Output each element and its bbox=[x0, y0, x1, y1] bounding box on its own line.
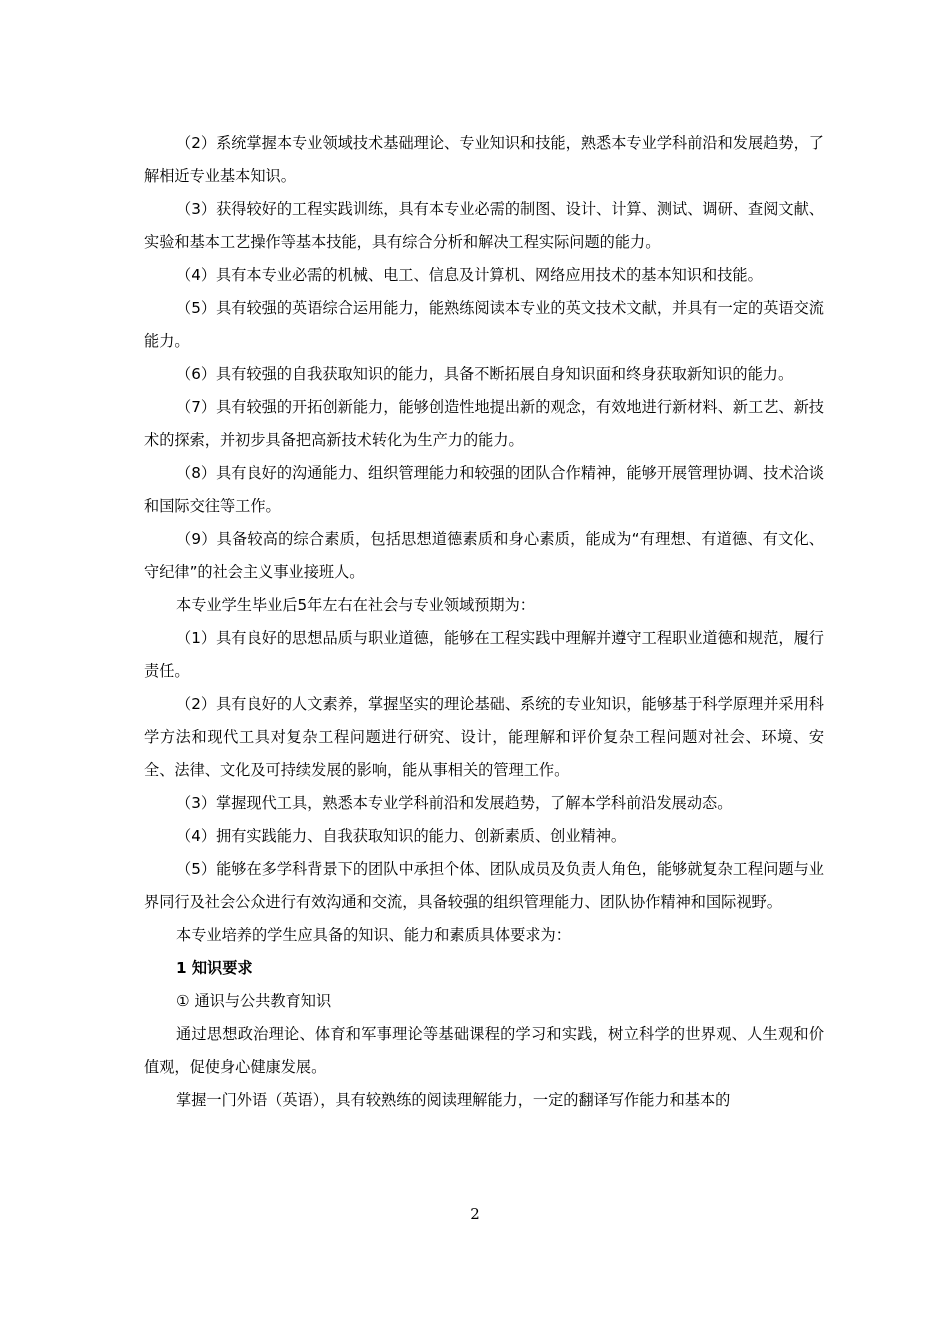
document-body bbox=[144, 127, 824, 1117]
paragraph: 通过思想政治理论、体育和军事理论等基础课程的学习和实践，树立科学的世界观、人生观和价值观，促使身心健康发展。 bbox=[144, 1025, 824, 1076]
paragraph: （8）具有良好的沟通能力、组织管理能力和较强的团队合作精神，能够开展管理协调、技术洽谈和国际交往等工作。 bbox=[144, 464, 824, 515]
paragraph: （5）具有较强的英语综合运用能力，能熟练阅读本专业的英文技术文献，并具有一定的英语交流能力。 bbox=[144, 299, 824, 350]
paragraph: （2）系统掌握本专业领域技术基础理论、专业知识和技能，熟悉本专业学科前沿和发展趋势，了解相近专业基本知识。 bbox=[144, 134, 824, 185]
paragraph: 本专业培养的学生应具备的知识、能力和素质具体要求为： bbox=[176, 926, 571, 944]
paragraph: （7）具有较强的开拓创新能力，能够创造性地提出新的观念，有效地进行新材料、新工艺、新技术的探索，并初步具备把高新技术转化为生产力的能力。 bbox=[144, 398, 824, 449]
paragraph: （4）具有本专业必需的机械、电工、信息及计算机、网络应用技术的基本知识和技能。 bbox=[176, 266, 763, 284]
subsection-heading: ① 通识与公共教育知识 bbox=[176, 992, 332, 1010]
paragraph: （4）拥有实践能力、自我获取知识的能力、创新素质、创业精神。 bbox=[176, 827, 627, 845]
paragraph: 掌握一门外语（英语），具有较熟练的阅读理解能力，一定的翻译写作能力和基本的 bbox=[176, 1091, 731, 1109]
paragraph: （9）具备较高的综合素质，包括思想道德素质和身心素质，能成为“有理想、有道德、有文化、守纪律”的社会主义事业接班人。 bbox=[144, 530, 824, 581]
paragraph: （1）具有良好的思想品质与职业道德，能够在工程实践中理解并遵守工程职业道德和规范，履行责任。 bbox=[144, 629, 824, 680]
page-number: 2 bbox=[470, 1205, 480, 1223]
paragraph: 本专业学生毕业后5年左右在社会与专业领域预期为： bbox=[176, 596, 535, 614]
paragraph: （5）能够在多学科背景下的团队中承担个体、团队成员及负责人角色，能够就复杂工程问题与业界同行及社会公众进行有效沟通和交流，具备较强的组织管理能力、团队协作精神和国际视野。 bbox=[144, 860, 824, 911]
section-heading: 1 知识要求 bbox=[176, 959, 253, 977]
paragraph: （3）获得较好的工程实践训练，具有本专业必需的制图、设计、计算、测试、调研、查阅文献、实验和基本工艺操作等基本技能，具有综合分析和解决工程实际问题的能力。 bbox=[144, 200, 824, 251]
paragraph: （2）具有良好的人文素养，掌握坚实的理论基础、系统的专业知识，能够基于科学原理并采用科学方法和现代工具对复杂工程问题进行研究、设计，能理解和评价复杂工程问题对社会、环境、安全、法律、文化及可持续发展的影响，能从事相关的管理工作。 bbox=[144, 695, 824, 779]
paragraph: （3）掌握现代工具，熟悉本专业学科前沿和发展趋势，了解本学科前沿发展动态。 bbox=[176, 794, 733, 812]
paragraph: （6）具有较强的自我获取知识的能力，具备不断拓展自身知识面和终身获取新知识的能力。 bbox=[176, 365, 794, 383]
